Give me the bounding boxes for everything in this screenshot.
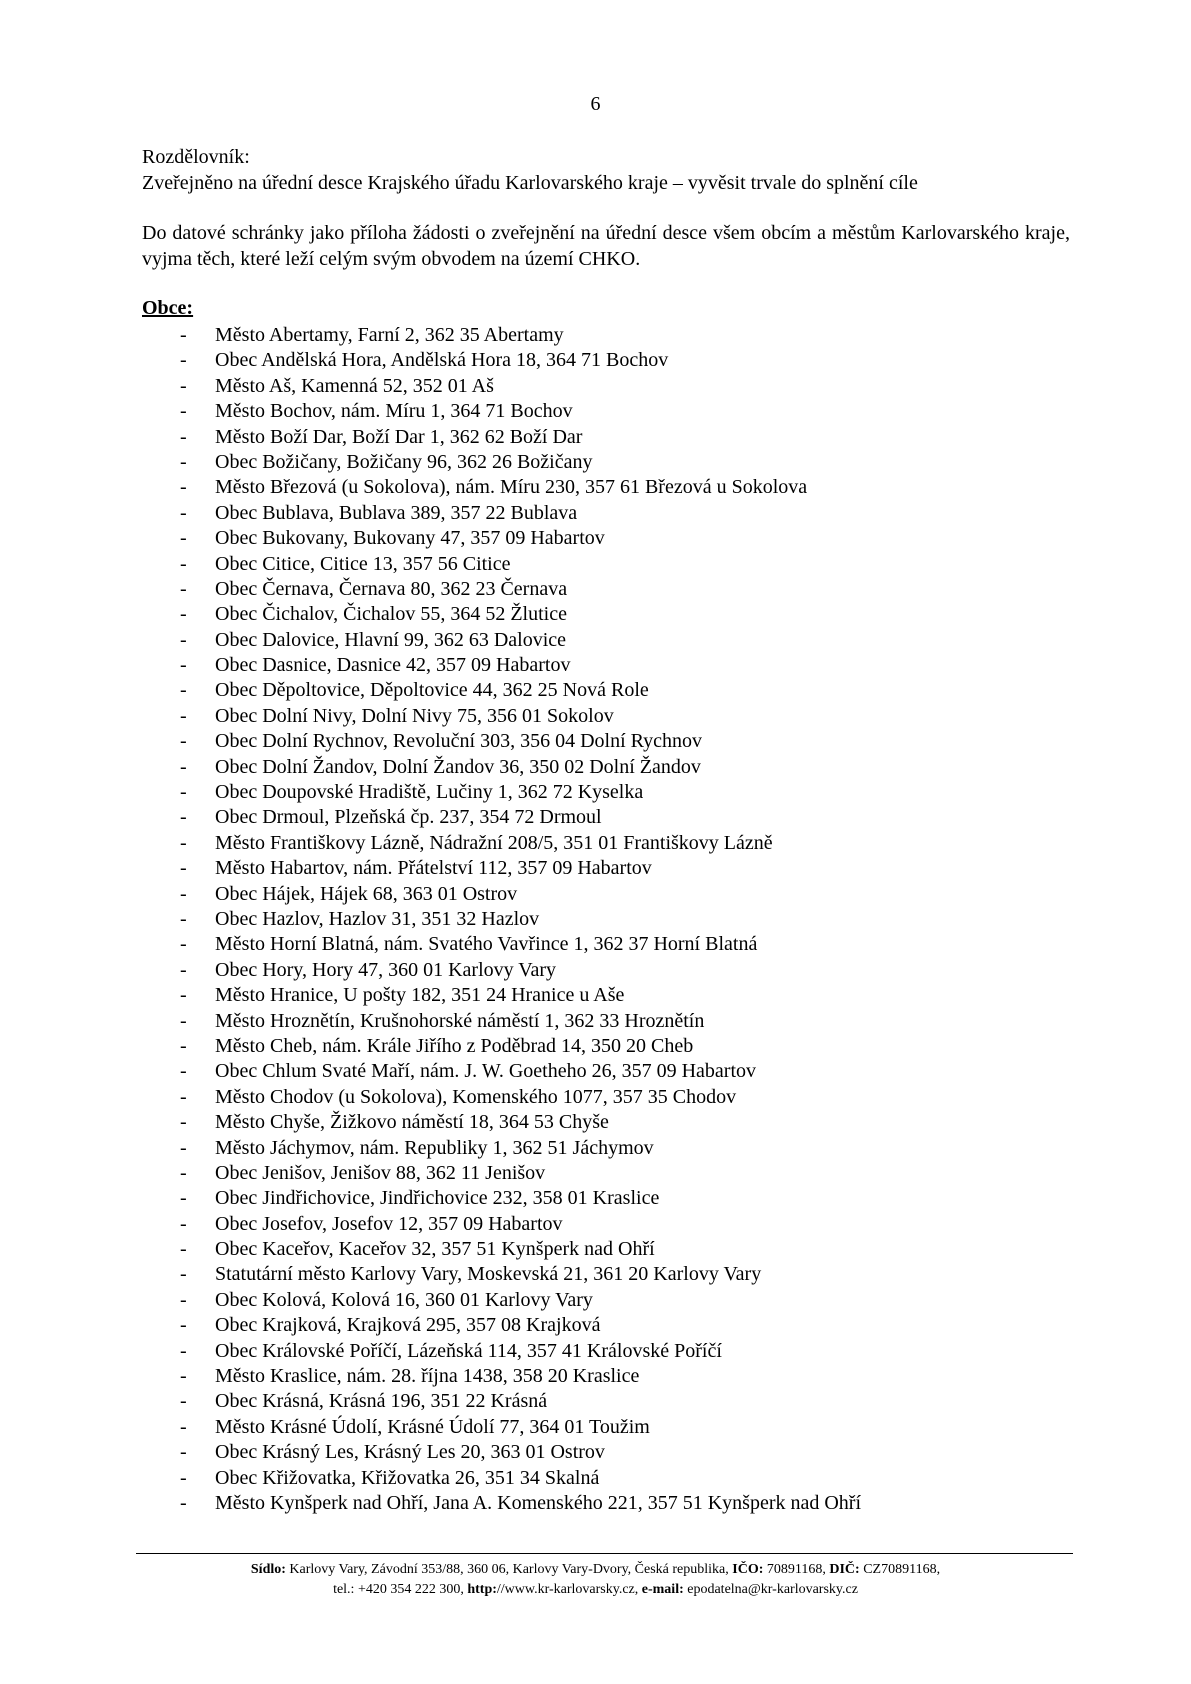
- municipality-entry: Obec Krajková, Krajková 295, 357 08 Krajková: [215, 1314, 601, 1337]
- list-bullet: -: [180, 1212, 187, 1235]
- municipality-entry: Obec Krásný Les, Krásný Les 20, 363 01 Ostrov: [215, 1441, 605, 1464]
- municipality-entry: Statutární město Karlovy Vary, Moskevská 21, 361 20 Karlovy Vary: [215, 1263, 762, 1286]
- list-bullet: -: [180, 1288, 187, 1311]
- municipality-entry: Obec Dolní Nivy, Dolní Nivy 75, 356 01 Sokolov: [215, 704, 614, 727]
- list-bullet: -: [180, 1314, 187, 1337]
- list-bullet: -: [180, 857, 187, 880]
- municipality-entry: Město Kynšperk nad Ohří, Jana A. Komenského 221, 357 51 Kynšperk nad Ohří: [215, 1491, 862, 1514]
- list-bullet: -: [180, 1491, 187, 1514]
- list-bullet: -: [180, 603, 187, 626]
- footer-address-line: [0, 1560, 1191, 1580]
- list-bullet: -: [180, 324, 187, 346]
- municipality-entry: Obec Děpoltovice, Děpoltovice 44, 362 25 Nová Role: [215, 679, 649, 702]
- municipality-entry: Obec Kaceřov, Kaceřov 32, 357 51 Kynšperk nad Ohří: [215, 1238, 655, 1261]
- footer-web-label: http:: [467, 1582, 497, 1597]
- list-bullet: -: [180, 933, 187, 956]
- municipality-entry: Obec Kolová, Kolová 16, 360 01 Karlovy Vary: [215, 1288, 593, 1311]
- municipality-entry: Obec Dolní Rychnov, Revoluční 303, 356 04 Dolní Rychnov: [215, 730, 703, 753]
- list-bullet: -: [180, 501, 187, 524]
- list-bullet: -: [180, 730, 187, 753]
- municipality-entry: Obec Dalovice, Hlavní 99, 362 63 Dalovice: [215, 628, 567, 651]
- footer-ico-label: IČO:: [732, 1562, 764, 1577]
- list-bullet: -: [180, 781, 187, 804]
- municipality-entry: Město Hroznětín, Krušnohorské náměstí 1, 362 33 Hroznětín: [215, 1009, 705, 1032]
- municipality-entry: Město Habartov, nám. Přátelství 112, 357 09 Habartov: [215, 857, 652, 880]
- list-bullet: -: [180, 1161, 187, 1184]
- municipality-entry: Město Jáchymov, nám. Republiky 1, 362 51 Jáchymov: [215, 1136, 654, 1159]
- list-bullet: -: [180, 1085, 187, 1108]
- municipality-entry: Město Hranice, U pošty 182, 351 24 Hranice u Aše: [215, 984, 625, 1007]
- municipality-entry: Město Cheb, nám. Krále Jiřího z Poděbrad 14, 350 20 Cheb: [215, 1034, 694, 1057]
- list-bullet: -: [180, 1339, 187, 1362]
- list-bullet: -: [180, 831, 187, 854]
- footer-contact-line: [0, 1580, 1191, 1600]
- municipality-entry: Obec Dasnice, Dasnice 42, 357 09 Habartov: [215, 654, 571, 677]
- municipality-entry: Obec Dolní Žandov, Dolní Žandov 36, 350 02 Dolní Žandov: [215, 755, 701, 778]
- municipality-entry: Obec Černava, Černava 80, 362 23 Černava: [215, 577, 568, 600]
- list-bullet: -: [180, 476, 187, 499]
- list-bullet: -: [180, 882, 187, 905]
- municipality-entry: Obec Čichalov, Čichalov 55, 364 52 Žlutice: [215, 603, 567, 626]
- list-bullet: -: [180, 755, 187, 778]
- footer-email-label: e-mail:: [641, 1582, 684, 1597]
- list-bullet: -: [180, 1111, 187, 1134]
- section-heading-municipalities: Obce:: [142, 297, 194, 319]
- publication-note: Zveřejněno na úřední desce Krajského úřadu Karlovarského kraje – vyvěsit trvale do splnění cíle: [142, 172, 918, 194]
- municipality-entry: Město Aš, Kamenná 52, 352 01 Aš: [215, 374, 494, 397]
- municipality-entry: Obec Citice, Citice 13, 357 56 Citice: [215, 552, 511, 575]
- list-bullet: -: [180, 1060, 187, 1083]
- list-bullet: -: [180, 1187, 187, 1210]
- list-bullet: -: [180, 374, 187, 397]
- municipality-entry: Obec Andělská Hora, Andělská Hora 18, 364 71 Bochov: [215, 349, 669, 372]
- footer-email-link[interactable]: epodatelna@kr-karlovarsky.cz: [683, 1582, 858, 1597]
- list-bullet: -: [180, 958, 187, 981]
- list-bullet: -: [180, 1466, 187, 1489]
- municipality-entry: Obec Hory, Hory 47, 360 01 Karlovy Vary: [215, 958, 557, 981]
- list-bullet: -: [180, 1009, 187, 1032]
- municipality-entry: Město Krásné Údolí, Krásné Údolí 77, 364 01 Toužim: [215, 1415, 650, 1438]
- list-bullet: -: [180, 552, 187, 575]
- municipality-entry: Obec Josefov, Josefov 12, 357 09 Habartov: [215, 1212, 563, 1235]
- list-bullet: -: [180, 806, 187, 829]
- municipality-entry: Město Horní Blatná, nám. Svatého Vavřince 1, 362 37 Horní Blatná: [215, 933, 758, 956]
- list-bullet: -: [180, 577, 187, 600]
- list-bullet: -: [180, 400, 187, 423]
- list-bullet: -: [180, 654, 187, 677]
- municipality-entry: Obec Bublava, Bublava 389, 357 22 Bublava: [215, 501, 578, 524]
- list-bullet: -: [180, 1238, 187, 1261]
- footer-seat-value: Karlovy Vary, Závodní 353/88, 360 06, Karlovy Vary-Dvory, Česká republika,: [285, 1562, 733, 1577]
- municipality-entry: Obec Drmoul, Plzeňská čp. 237, 354 72 Drmoul: [215, 806, 602, 829]
- footer-dic-label: DIČ:: [829, 1562, 860, 1577]
- municipality-entry: Město Františkovy Lázně, Nádražní 208/5, 351 01 Františkovy Lázně: [215, 831, 773, 854]
- list-bullet: -: [180, 425, 187, 448]
- list-bullet: -: [180, 679, 187, 702]
- footer-seat-label: Sídlo:: [250, 1562, 286, 1577]
- list-bullet: -: [180, 349, 187, 372]
- municipality-entry: Město Boží Dar, Boží Dar 1, 362 62 Boží Dar: [215, 425, 583, 448]
- footer-dic-value: CZ70891168,: [859, 1562, 941, 1577]
- municipality-entry: Město Chyše, Žižkovo náměstí 18, 364 53 Chyše: [215, 1111, 609, 1134]
- municipality-entry: Obec Doupovské Hradiště, Lučiny 1, 362 72 Kyselka: [215, 781, 644, 804]
- distribution-list-title: Rozdělovník:: [142, 146, 250, 168]
- list-bullet: -: [180, 628, 187, 651]
- footer-divider: [136, 1553, 1073, 1554]
- municipality-entry: Obec Hazlov, Hazlov 31, 351 32 Hazlov: [215, 907, 540, 930]
- list-bullet: -: [180, 450, 187, 473]
- municipality-entry: Obec Královské Poříčí, Lázeňská 114, 357 41 Královské Poříčí: [215, 1339, 722, 1362]
- list-bullet: -: [180, 527, 187, 550]
- municipality-entry: Město Březová (u Sokolova), nám. Míru 230, 357 61 Březová u Sokolova: [215, 476, 808, 499]
- list-bullet: -: [180, 1441, 187, 1464]
- municipality-entry: Město Kraslice, nám. 28. října 1438, 358 20 Kraslice: [215, 1365, 640, 1388]
- page-number: 6: [590, 93, 601, 115]
- municipality-entry: Město Bochov, nám. Míru 1, 364 71 Bochov: [215, 400, 573, 423]
- list-bullet: -: [180, 907, 187, 930]
- list-bullet: -: [180, 1390, 187, 1413]
- municipality-entry: Město Chodov (u Sokolova), Komenského 1077, 357 35 Chodov: [215, 1085, 737, 1108]
- municipality-entry: Obec Jindřichovice, Jindřichovice 232, 358 01 Kraslice: [215, 1187, 660, 1210]
- list-bullet: -: [180, 1415, 187, 1438]
- list-bullet: -: [180, 1365, 187, 1388]
- municipality-entry: Obec Jenišov, Jenišov 88, 362 11 Jenišov: [215, 1161, 546, 1184]
- municipality-entry: Obec Božičany, Božičany 96, 362 26 Božičany: [215, 450, 593, 473]
- list-bullet: -: [180, 1263, 187, 1286]
- municipality-entry: Obec Bukovany, Bukovany 47, 357 09 Habartov: [215, 527, 605, 550]
- municipality-entry: Město Abertamy, Farní 2, 362 35 Abertamy: [215, 324, 564, 346]
- footer-phone: tel.: +420 354 222 300,: [333, 1582, 468, 1597]
- list-bullet: -: [180, 984, 187, 1007]
- list-bullet: -: [180, 704, 187, 727]
- list-bullet: -: [180, 1034, 187, 1057]
- footer-web-link[interactable]: //www.kr-karlovarsky.cz,: [496, 1582, 642, 1597]
- footer-ico-value: 70891168,: [763, 1562, 830, 1577]
- data-box-note: Do datové schránky jako příloha žádosti o zveřejnění na úřední desce všem obcím a městům Karlovarského kraje, vyjma těch, které leží celým svým obvodem na území CHKO.: [142, 222, 1070, 270]
- municipality-entry: Obec Křižovatka, Křižovatka 26, 351 34 Skalná: [215, 1466, 600, 1489]
- list-bullet: -: [180, 1136, 187, 1159]
- municipality-entry: Obec Hájek, Hájek 68, 363 01 Ostrov: [215, 882, 518, 905]
- municipality-entry: Obec Krásná, Krásná 196, 351 22 Krásná: [215, 1390, 548, 1413]
- municipality-entry: Obec Chlum Svaté Maří, nám. J. W. Goetheho 26, 357 09 Habartov: [215, 1060, 757, 1083]
